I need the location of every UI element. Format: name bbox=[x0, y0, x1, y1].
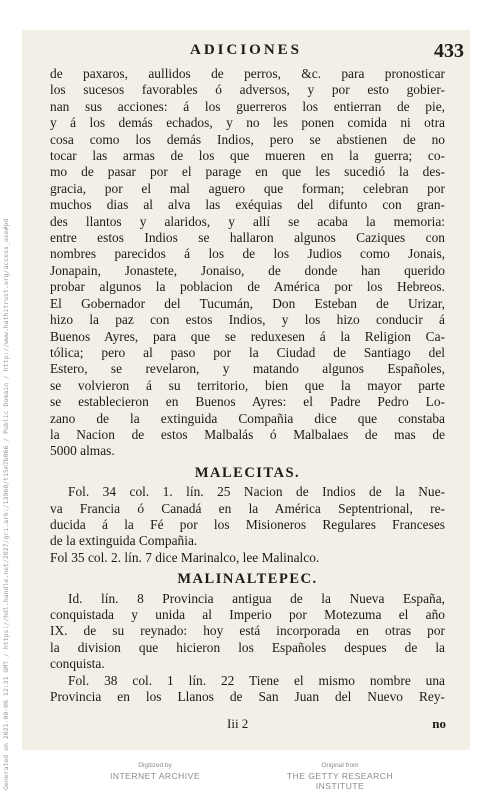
text-line: los sucesos favorables ó adversos, y por esto gobier- bbox=[50, 82, 445, 98]
text-line: conquistada y unida al Imperio por Motezuma el año bbox=[50, 607, 445, 622]
footer-digitized-source: INTERNET ARCHIVE bbox=[109, 771, 201, 781]
page-number: 433 bbox=[434, 40, 464, 62]
text-line: va Francia ó Canadá en la América Septentrional, re- bbox=[50, 500, 445, 516]
text-line: tocar las armas de los que mueren en la guerra; co- bbox=[50, 148, 445, 164]
text-line: Fol 35 col. 2. lín. 7 dice Marinalco, lee Malinalco. bbox=[50, 549, 320, 565]
text-line: Id. lín. 8 Provincia antigua de la Nueva España, bbox=[68, 590, 445, 606]
text-line: muchos dias al alva las exéquias del difunto con gran- bbox=[50, 197, 445, 213]
text-line: El Gobernador del Tucumán, Don Esteban de Urizar, bbox=[50, 295, 445, 311]
section-heading-malecitas: MALECITAS. bbox=[194, 464, 301, 481]
text-line: 5000 almas. bbox=[50, 443, 115, 459]
text-line: se volvieron á su territorio, bien que la mayor parte bbox=[50, 377, 445, 393]
text-line: Buenos Ayres, para que se reduxesen á la Religion Ca- bbox=[50, 328, 445, 344]
text-line: nombres parecidos á los de los Judios como Jonais, bbox=[50, 246, 445, 262]
text-line: zano de la extinguida Compañia dice que constaba bbox=[50, 410, 445, 426]
margin-note bbox=[2, 218, 19, 790]
text-line: de la extinguida Compañia. bbox=[50, 533, 198, 549]
text-line: y á los demás echados, y no les ponen comida ni otra bbox=[50, 115, 445, 131]
signature-mark: Iii 2 bbox=[227, 716, 249, 731]
text-line: mo de pasar por el parage en que les sucedió la des- bbox=[50, 164, 445, 180]
footer-original-label: Original from bbox=[321, 762, 359, 769]
text-line: nan sus acciones: á los guerreros los entierran de pie, bbox=[50, 98, 445, 114]
text-line: des llantos y alaridos, y allí se acaba la memoria: bbox=[50, 213, 445, 229]
text-line: Provincia en los Llanos de San Juan del Nuevo Rey- bbox=[50, 689, 445, 705]
text-line: de paxaros, aullidos de perros, &c. para pronosticar bbox=[50, 66, 445, 81]
text-line: Jonapain, Jonastete, Jonaiso, de donde han querido bbox=[50, 262, 445, 278]
footer-digitized bbox=[95, 762, 215, 781]
text-line: conquista. bbox=[50, 656, 105, 672]
running-head: ADICIONES bbox=[189, 42, 303, 58]
text-line: Estero, se revelaron, y matando algunos Españoles, bbox=[50, 361, 445, 377]
footer-digitized-label: Digitized by bbox=[138, 762, 172, 769]
text-line: cosa como los demás Indios, pero se abstienen de no bbox=[50, 131, 445, 147]
text-line: gracia, por el mal aguero que forman; celebran por bbox=[50, 180, 445, 196]
text-line: se establecieron en Buenos Ayres: el Padre Pedro Lo- bbox=[50, 394, 445, 410]
text-line: la Nacion de estos Malbalás ó Malbalaes de mas de bbox=[50, 426, 445, 442]
text-line: entre estos Indios se hallaron algunos Caziques con bbox=[50, 230, 445, 246]
footer-original bbox=[265, 762, 415, 791]
text-line: Fol. 38 col. 1 lín. 22 Tiene el mismo nombre una bbox=[68, 672, 445, 688]
text-line: ducida á la Fé por los Misioneros Regulares Franceses bbox=[50, 516, 445, 532]
text-line: hizo la paz con estos Indios, y los hizo conducir á bbox=[50, 312, 445, 328]
text-line: tólica; pero al paso por la Ciudad de Santiago del bbox=[50, 344, 445, 360]
catchword: no bbox=[432, 716, 446, 731]
text-line: IX. de su reynado: hoy está incorporada en otras por bbox=[50, 623, 445, 639]
page-body bbox=[50, 66, 445, 705]
book-page bbox=[22, 30, 470, 750]
margin-note-text: Generated on 2021-09-06 12:31 GMT / https://hdl.handle.net/2027/gri.ark:/13960/t15m7b066 / Public Domain / http://www.hathitrust.org/access_use#pd bbox=[2, 218, 10, 790]
section-heading-malinaltepec: MALINALTEPEC. bbox=[177, 571, 318, 588]
footer-original-source: THE GETTY RESEARCH INSTITUTE bbox=[286, 771, 394, 791]
text-line: Fol. 34 col. 1. lín. 25 Nacion de Indios de la Nue- bbox=[68, 484, 445, 500]
text-line: probar algunos la poblacion de América por los Hebreos. bbox=[50, 279, 445, 295]
footer bbox=[0, 762, 490, 794]
text-line: la division que hicieron los Españoles despues de la bbox=[50, 639, 445, 655]
